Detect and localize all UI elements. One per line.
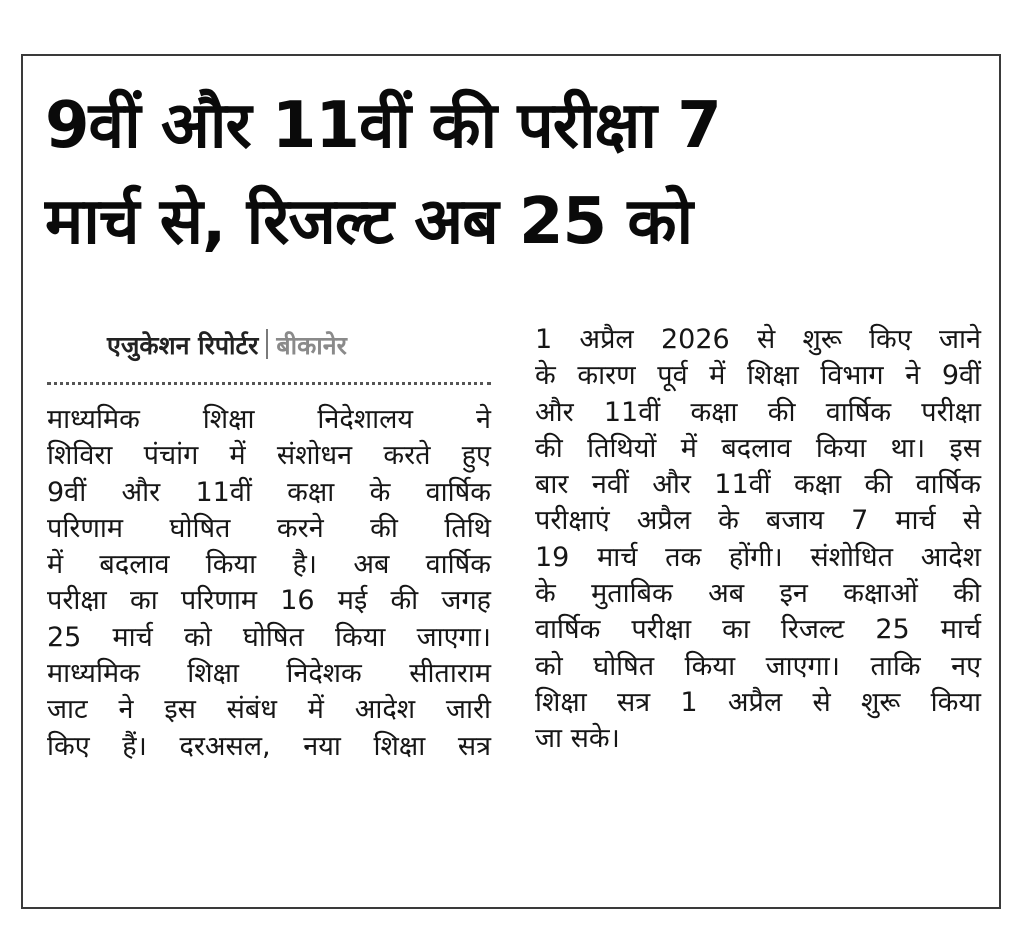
dotted-divider <box>47 382 491 385</box>
body-line: शिविरा पंचांग में संशोधन करते हुए <box>47 440 491 472</box>
body-line: माध्यमिक शिक्षा निदेशालय ने <box>47 404 491 435</box>
body-line: परीक्षाएं अप्रैल के बजाय 7 मार्च से <box>535 505 981 537</box>
news-clipping <box>21 54 1001 909</box>
body-line: वार्षिक परीक्षा का रिजल्ट 25 मार्च <box>535 614 981 646</box>
body-line: 19 मार्च तक होंगी। संशोधित आदेश <box>535 541 981 573</box>
body-line: जा सके। <box>535 723 620 755</box>
body-line: और 11वीं कक्षा की वार्षिक परीक्षा <box>535 396 981 428</box>
body-line: 9वीं और 11वीं कक्षा के वार्षिक <box>47 476 491 508</box>
body-line: 25 मार्च को घोषित किया जाएगा। <box>47 621 491 653</box>
body-line: बार नवीं और 11वीं कक्षा की वार्षिक <box>535 469 981 501</box>
body-line: को घोषित किया जाएगा। ताकि नए <box>535 650 981 682</box>
body-line: के कारण पूर्व में शिक्षा विभाग ने 9वीं <box>535 360 981 392</box>
body-column-left <box>47 402 491 765</box>
body-line: शिक्षा सत्र 1 अप्रैल से शुरू किया <box>535 686 981 718</box>
byline-separator <box>266 329 268 359</box>
body-line: में बदलाव किया है। अब वार्षिक <box>47 549 491 581</box>
byline <box>107 326 347 366</box>
body-line: की तिथियों में बदलाव किया था। इस <box>535 432 981 464</box>
headline-line: मार्च से, रिजल्ट अब 25 को <box>45 185 693 259</box>
headline-line: 9वीं और 11वीं की परीक्षा 7 <box>45 89 721 163</box>
byline-reporter: एजुकेशन रिपोर्टर <box>107 331 259 360</box>
byline-location: बीकानेर <box>276 331 347 360</box>
body-line: किए हैं। दरअसल, नया शिक्षा सत्र <box>47 730 491 762</box>
body-line: जाट ने इस संबंध में आदेश जारी <box>47 694 491 726</box>
body-line: 1 अप्रैल 2026 से शुरू किए जाने <box>535 324 981 355</box>
body-line: के मुताबिक अब इन कक्षाओं की <box>535 578 981 610</box>
body-line: परीक्षा का परिणाम 16 मई की जगह <box>47 585 491 617</box>
body-line: परिणाम घोषित करने की तिथि <box>47 512 491 544</box>
body-column-right <box>535 322 981 758</box>
body-line: माध्यमिक शिक्षा निदेशक सीताराम <box>47 658 491 690</box>
headline <box>45 78 981 270</box>
